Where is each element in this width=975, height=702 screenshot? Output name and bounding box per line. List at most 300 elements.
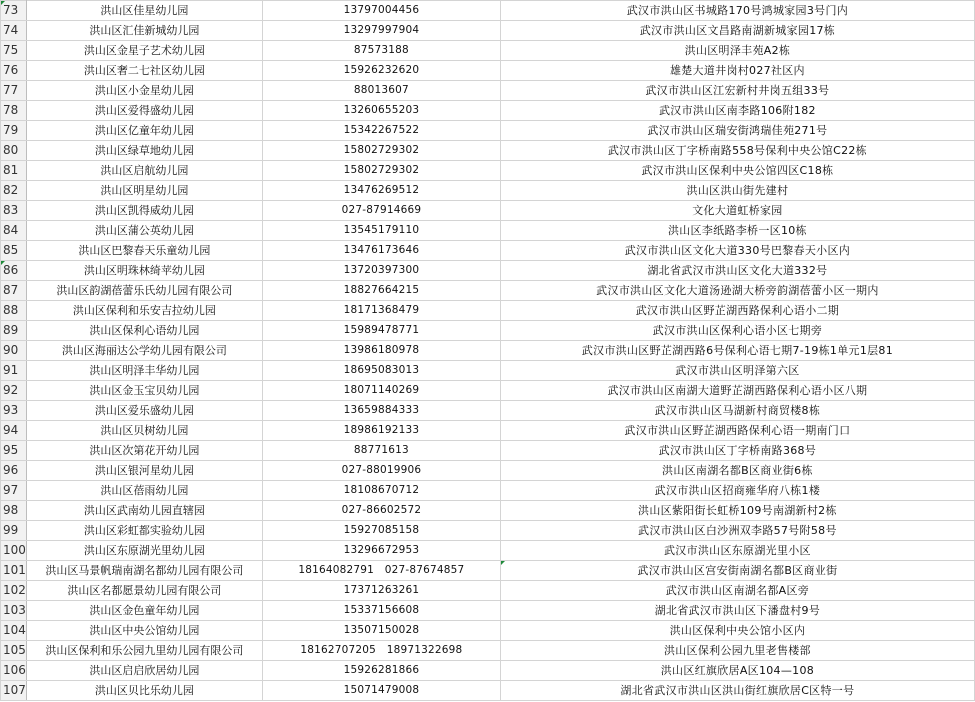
address-cell-text: 雄楚大道井岗村027社区内 [669, 64, 805, 77]
row-number-cell[interactable] [1, 381, 27, 401]
address-cell-text: 文化大道虹桥家园 [692, 204, 783, 217]
address-cell-text: 武汉市洪山区招商雍华府八栋1楼 [654, 484, 821, 497]
phone-cell-text: 18162707205 18971322698 [300, 644, 463, 656]
kindergarten-name-cell[interactable] [26, 21, 262, 41]
address-cell[interactable] [500, 661, 974, 681]
phone-cell[interactable] [262, 181, 500, 201]
row-number-cell-text: 107 [3, 683, 26, 697]
kindergarten-name-cell[interactable] [26, 681, 262, 701]
row-number-cell[interactable] [1, 481, 27, 501]
address-cell[interactable] [500, 21, 974, 41]
kindergarten-name-cell-text: 洪山区明泽丰华幼儿园 [89, 364, 200, 377]
kindergarten-name-cell[interactable] [26, 661, 262, 681]
phone-cell[interactable] [262, 61, 500, 81]
address-cell[interactable] [500, 241, 974, 261]
address-cell[interactable] [500, 181, 974, 201]
address-cell-text: 武汉市洪山区丁字桥南路558号保利中央公馆C22栋 [607, 144, 867, 157]
phone-cell[interactable] [262, 341, 500, 361]
row-number-cell[interactable] [1, 81, 27, 101]
phone-cell[interactable] [262, 581, 500, 601]
address-cell-text: 武汉市洪山区野芷湖西路保利心语小二期 [635, 304, 840, 317]
row-number-cell-text: 95 [3, 443, 19, 457]
row-number-cell[interactable] [1, 441, 27, 461]
kindergarten-name-cell-text: 洪山区蒲公英幼儿园 [94, 224, 194, 237]
table-row [1, 161, 975, 181]
kindergarten-name-cell-text: 洪山区贝树幼儿园 [100, 424, 189, 437]
kindergarten-name-cell[interactable] [26, 81, 262, 101]
kindergarten-name-cell[interactable] [26, 381, 262, 401]
row-number-cell[interactable] [1, 121, 27, 141]
row-number-cell-text: 93 [3, 403, 19, 417]
kindergarten-name-cell[interactable] [26, 501, 262, 521]
row-number-cell[interactable] [1, 141, 27, 161]
kindergarten-name-cell[interactable] [26, 181, 262, 201]
table-row [1, 361, 975, 381]
address-cell-text: 湖北省武汉市洪山区下潘盘村9号 [654, 604, 821, 617]
phone-cell-text: 13507150028 [343, 624, 420, 636]
kindergarten-name-cell[interactable] [26, 301, 262, 321]
row-number-cell[interactable] [1, 641, 27, 661]
address-cell-text: 武汉市洪山区南湖大道野芷湖西路保利心语小区八期 [607, 384, 868, 397]
row-number-cell[interactable] [1, 341, 27, 361]
kindergarten-name-cell[interactable] [26, 521, 262, 541]
address-cell-text: 武汉市洪山区丁字桥南路368号 [658, 444, 817, 457]
phone-cell[interactable] [262, 281, 500, 301]
row-number-cell-text: 81 [3, 163, 19, 177]
address-cell[interactable] [500, 401, 974, 421]
phone-cell[interactable] [262, 681, 500, 701]
address-cell-text: 武汉市洪山区文化大道330号巴黎春天小区内 [624, 244, 851, 257]
address-cell[interactable] [500, 541, 974, 561]
address-cell[interactable] [500, 1, 974, 21]
table-row [1, 141, 975, 161]
row-number-cell[interactable] [1, 321, 27, 341]
kindergarten-name-cell[interactable] [26, 641, 262, 661]
row-number-cell-text: 73 [3, 3, 19, 17]
row-number-cell-text: 78 [3, 103, 19, 117]
address-cell[interactable] [500, 501, 974, 521]
kindergarten-name-cell-text: 洪山区汇佳新城幼儿园 [89, 24, 200, 37]
phone-cell[interactable] [262, 1, 500, 21]
kindergarten-name-cell[interactable] [26, 101, 262, 121]
phone-cell[interactable] [262, 521, 500, 541]
kindergarten-name-cell-text: 洪山区海丽达公学幼儿园有限公司 [61, 344, 227, 357]
phone-cell[interactable] [262, 641, 500, 661]
phone-cell-text: 13297997904 [343, 24, 420, 36]
address-cell-text: 武汉市洪山区南湖名都A区旁 [665, 584, 810, 597]
row-number-cell-text: 101 [3, 563, 26, 577]
row-number-cell-text: 89 [3, 323, 19, 337]
phone-cell[interactable] [262, 361, 500, 381]
row-number-cell[interactable] [1, 161, 27, 181]
kindergarten-name-cell[interactable] [26, 461, 262, 481]
phone-cell-text: 15926232620 [343, 64, 420, 76]
phone-cell-text: 13545179110 [343, 224, 420, 236]
table-row [1, 101, 975, 121]
row-number-cell[interactable] [1, 1, 27, 21]
phone-cell-text: 15926281866 [343, 664, 420, 676]
row-number-cell[interactable] [1, 541, 27, 561]
kindergarten-name-cell-text: 洪山区佳星幼儿园 [100, 4, 189, 17]
row-number-cell-text: 106 [3, 663, 26, 677]
address-cell[interactable] [500, 601, 974, 621]
kindergarten-name-cell-text: 洪山区蓓雨幼儿园 [100, 484, 189, 497]
kindergarten-name-cell-text: 洪山区韵湖蓓蕾乐氏幼儿园有限公司 [56, 284, 233, 297]
phone-cell[interactable] [262, 121, 500, 141]
row-number-cell[interactable] [1, 21, 27, 41]
address-cell-text: 武汉市洪山区宫安街南湖名都B区商业街 [637, 564, 838, 577]
row-number-cell[interactable] [1, 501, 27, 521]
kindergarten-name-cell-text: 洪山区保利和乐公园九里幼儿园有限公司 [45, 644, 244, 657]
phone-cell[interactable] [262, 501, 500, 521]
row-number-cell-text: 76 [3, 63, 19, 77]
row-number-cell-text: 84 [3, 223, 19, 237]
row-number-cell[interactable] [1, 281, 27, 301]
phone-cell-text: 18827664215 [343, 284, 420, 296]
kindergarten-name-cell[interactable] [26, 561, 262, 581]
address-cell[interactable] [500, 461, 974, 481]
kindergarten-name-cell[interactable] [26, 341, 262, 361]
address-cell-text: 武汉市洪山区东原湖光里小区 [663, 544, 811, 557]
phone-cell-text: 17371263261 [343, 584, 420, 596]
table-row [1, 461, 975, 481]
table-row [1, 201, 975, 221]
phone-cell[interactable] [262, 141, 500, 161]
address-cell-text: 洪山区南湖名都B区商业街6栋 [662, 464, 813, 477]
kindergarten-name-cell[interactable] [26, 581, 262, 601]
address-cell[interactable] [500, 61, 974, 81]
kindergarten-name-cell[interactable] [26, 221, 262, 241]
row-number-cell-text: 74 [3, 23, 19, 37]
row-number-cell[interactable] [1, 561, 27, 581]
phone-cell-text: 13296672953 [343, 544, 420, 556]
kindergarten-name-cell-text: 洪山区次第花开幼儿园 [89, 444, 200, 457]
phone-cell-text: 88013607 [353, 84, 409, 96]
row-number-cell-text: 87 [3, 283, 19, 297]
table-row [1, 221, 975, 241]
phone-cell[interactable] [262, 221, 500, 241]
address-cell[interactable] [500, 581, 974, 601]
phone-cell[interactable] [262, 261, 500, 281]
address-cell-text: 洪山区保利中央公馆小区内 [669, 624, 806, 637]
row-number-cell[interactable] [1, 521, 27, 541]
address-cell-text: 武汉市洪山区保利中央公馆四区C18栋 [641, 164, 834, 177]
table-row [1, 641, 975, 661]
address-cell[interactable] [500, 621, 974, 641]
phone-cell[interactable] [262, 161, 500, 181]
phone-cell[interactable] [262, 381, 500, 401]
row-number-cell-text: 97 [3, 483, 19, 497]
kindergarten-name-cell-text: 洪山区中央公馆幼儿园 [89, 624, 200, 637]
address-cell[interactable] [500, 641, 974, 661]
phone-cell[interactable] [262, 401, 500, 421]
kindergarten-name-cell-text: 洪山区明星幼儿园 [100, 184, 189, 197]
address-cell-text: 湖北省武汉市洪山区文化大道332号 [647, 264, 828, 277]
kindergarten-name-cell[interactable] [26, 441, 262, 461]
phone-cell[interactable] [262, 461, 500, 481]
phone-cell[interactable] [262, 21, 500, 41]
row-number-cell[interactable] [1, 301, 27, 321]
kindergarten-name-cell-text: 洪山区绿草地幼儿园 [94, 144, 194, 157]
address-cell-text: 洪山区保利公园九里老售楼部 [663, 644, 811, 657]
phone-cell[interactable] [262, 301, 500, 321]
phone-cell-text: 027-87914669 [341, 204, 422, 216]
table-row [1, 1, 975, 21]
phone-cell[interactable] [262, 81, 500, 101]
kindergarten-name-cell-text: 洪山区巴黎春天乐童幼儿园 [78, 244, 211, 257]
phone-cell[interactable] [262, 661, 500, 681]
kindergarten-name-cell[interactable] [26, 601, 262, 621]
address-cell-text: 武汉市洪山区南李路106附182 [659, 104, 816, 117]
kindergarten-name-cell-text: 洪山区金色童年幼儿园 [89, 604, 200, 617]
address-cell[interactable] [500, 221, 974, 241]
row-number-cell-text: 77 [3, 83, 19, 97]
table-row [1, 541, 975, 561]
phone-cell[interactable] [262, 621, 500, 641]
address-cell[interactable] [500, 141, 974, 161]
phone-cell-text: 13476269512 [343, 184, 420, 196]
row-number-cell[interactable] [1, 461, 27, 481]
spreadsheet-body [1, 1, 975, 701]
table-row [1, 661, 975, 681]
kindergarten-name-cell[interactable] [26, 541, 262, 561]
row-number-cell-text: 96 [3, 463, 19, 477]
row-number-cell-text: 100 [3, 543, 26, 557]
address-cell-text: 武汉市洪山区书城路170号鸿城家园3号门内 [626, 4, 849, 17]
kindergarten-name-cell[interactable] [26, 321, 262, 341]
phone-cell[interactable] [262, 541, 500, 561]
phone-cell[interactable] [262, 321, 500, 341]
address-cell-text: 洪山区李纸路李桥一区10栋 [667, 224, 807, 237]
phone-cell-text: 13986180978 [343, 344, 420, 356]
kindergarten-name-cell-text: 洪山区亿童年幼儿园 [94, 124, 194, 137]
table-row [1, 481, 975, 501]
kindergarten-name-cell-text: 洪山区奢二七社区幼儿园 [83, 64, 205, 77]
address-cell[interactable] [500, 421, 974, 441]
phone-cell-text: 15342267522 [343, 124, 420, 136]
table-row [1, 621, 975, 641]
table-row [1, 301, 975, 321]
row-number-cell[interactable] [1, 581, 27, 601]
address-cell[interactable] [500, 281, 974, 301]
row-number-cell-text: 86 [3, 263, 19, 277]
address-cell[interactable] [500, 381, 974, 401]
kindergarten-name-cell-text: 洪山区爱得盛幼儿园 [94, 104, 194, 117]
phone-cell-text: 18986192133 [343, 424, 420, 436]
table-row [1, 281, 975, 301]
address-cell[interactable] [500, 481, 974, 501]
row-number-cell[interactable] [1, 41, 27, 61]
row-number-cell[interactable] [1, 601, 27, 621]
kindergarten-name-cell[interactable] [26, 421, 262, 441]
kindergarten-name-cell[interactable] [26, 1, 262, 21]
table-row [1, 41, 975, 61]
address-cell-text: 洪山区洪山街先建村 [686, 184, 789, 197]
address-cell-text: 武汉市洪山区江宏新村井岗五组33号 [645, 84, 830, 97]
row-number-cell-text: 88 [3, 303, 19, 317]
address-cell[interactable] [500, 561, 974, 581]
cell-comment-marker-icon [1, 261, 6, 266]
row-number-cell-text: 92 [3, 383, 19, 397]
kindergarten-name-cell-text: 洪山区小金星幼儿园 [94, 84, 194, 97]
kindergarten-name-cell[interactable] [26, 241, 262, 261]
phone-cell[interactable] [262, 41, 500, 61]
address-cell[interactable] [500, 101, 974, 121]
phone-cell-text: 027-86602572 [341, 504, 422, 516]
row-number-cell[interactable] [1, 241, 27, 261]
kindergarten-name-cell-text: 洪山区马景帆瑞南湖名都幼儿园有限公司 [45, 564, 244, 577]
row-number-cell[interactable] [1, 421, 27, 441]
kindergarten-name-cell-text: 洪山区爱乐盛幼儿园 [94, 404, 194, 417]
table-row [1, 521, 975, 541]
phone-cell-text: 15337156608 [343, 604, 420, 616]
row-number-cell[interactable] [1, 101, 27, 121]
table-row [1, 261, 975, 281]
kindergarten-name-cell-text: 洪山区金星子艺术幼儿园 [83, 44, 205, 57]
table-row [1, 181, 975, 201]
row-number-cell[interactable] [1, 181, 27, 201]
kindergarten-name-cell[interactable] [26, 401, 262, 421]
kindergarten-name-cell[interactable] [26, 621, 262, 641]
kindergarten-name-cell[interactable] [26, 281, 262, 301]
phone-cell-text: 13476173646 [343, 244, 420, 256]
address-cell-text: 武汉市洪山区文化大道汤逊湖大桥旁韵湖蓓蕾小区一期内 [596, 284, 879, 297]
phone-cell-text: 88771613 [353, 444, 409, 456]
phone-cell-text: 027-88019906 [341, 464, 422, 476]
address-cell-text: 湖北省武汉市洪山区洪山街红旗欣居C区特一号 [620, 684, 855, 697]
kindergarten-name-cell[interactable] [26, 41, 262, 61]
row-number-cell-text: 102 [3, 583, 26, 597]
cell-comment-marker-icon [501, 561, 506, 566]
phone-cell-text: 13659884333 [343, 404, 420, 416]
row-number-cell-text: 99 [3, 523, 19, 537]
address-cell-text: 武汉市洪山区野芷湖西路6号保利心语七期7-19栋1单元1层81 [581, 344, 894, 357]
row-number-cell-text: 104 [3, 623, 26, 637]
kindergarten-name-cell[interactable] [26, 161, 262, 181]
phone-cell-text: 18071140269 [343, 384, 420, 396]
address-cell[interactable] [500, 321, 974, 341]
phone-cell[interactable] [262, 101, 500, 121]
address-cell-text: 武汉市洪山区保利心语小区七期旁 [652, 324, 823, 337]
address-cell[interactable] [500, 301, 974, 321]
row-number-cell-text: 79 [3, 123, 19, 137]
phone-cell-text: 13260655203 [343, 104, 420, 116]
kindergarten-name-cell-text: 洪山区凯得威幼儿园 [94, 204, 194, 217]
row-number-cell-text: 90 [3, 343, 19, 357]
address-cell-text: 洪山区明泽丰苑A2栋 [684, 44, 791, 57]
phone-cell[interactable] [262, 441, 500, 461]
address-cell-text: 武汉市洪山区明泽第六区 [675, 364, 800, 377]
phone-cell-text: 18164082791 027-87674857 [298, 564, 465, 576]
address-cell[interactable] [500, 341, 974, 361]
address-cell[interactable] [500, 681, 974, 701]
address-cell[interactable] [500, 121, 974, 141]
row-number-cell[interactable] [1, 621, 27, 641]
kindergarten-name-cell-text: 洪山区启航幼儿园 [100, 164, 189, 177]
kindergarten-name-cell[interactable] [26, 481, 262, 501]
phone-cell[interactable] [262, 561, 500, 581]
row-number-cell-text: 82 [3, 183, 19, 197]
address-cell-text: 武汉市洪山区瑞安街鸿瑞佳苑271号 [647, 124, 828, 137]
address-cell[interactable] [500, 41, 974, 61]
kindergarten-name-cell-text: 洪山区明珠林绮苹幼儿园 [83, 264, 205, 277]
phone-cell-text: 18171368479 [343, 304, 420, 316]
kindergarten-name-cell[interactable] [26, 361, 262, 381]
row-number-cell-text: 83 [3, 203, 19, 217]
kindergarten-name-cell[interactable] [26, 201, 262, 221]
kindergarten-name-cell[interactable] [26, 261, 262, 281]
phone-cell-text: 15989478771 [343, 324, 420, 336]
address-cell-text: 武汉市洪山区马湖新村商贸楼8栋 [654, 404, 821, 417]
address-cell[interactable] [500, 521, 974, 541]
table-row [1, 81, 975, 101]
row-number-cell[interactable] [1, 61, 27, 81]
phone-cell-text: 15071479008 [343, 684, 420, 696]
row-number-cell[interactable] [1, 201, 27, 221]
row-number-cell-text: 94 [3, 423, 19, 437]
address-cell[interactable] [500, 81, 974, 101]
kindergarten-name-cell-text: 洪山区贝比乐幼儿园 [94, 684, 194, 697]
table-row [1, 421, 975, 441]
table-row [1, 61, 975, 81]
address-cell-text: 洪山区红旗欣居A区104—108 [660, 664, 815, 677]
row-number-cell-text: 85 [3, 243, 19, 257]
phone-cell[interactable] [262, 481, 500, 501]
kindergarten-name-cell-text: 洪山区东原湖光里幼儿园 [83, 544, 205, 557]
kindergarten-name-cell-text: 洪山区金玉宝贝幼儿园 [89, 384, 200, 397]
phone-cell[interactable] [262, 421, 500, 441]
table-row [1, 401, 975, 421]
table-row [1, 441, 975, 461]
phone-cell-text: 18695083013 [343, 364, 420, 376]
phone-cell-text: 13720397300 [343, 264, 420, 276]
table-row [1, 21, 975, 41]
row-number-cell[interactable] [1, 361, 27, 381]
address-cell-text: 武汉市洪山区白沙洲双李路57号附58号 [638, 524, 837, 537]
row-number-cell-text: 98 [3, 503, 19, 517]
row-number-cell[interactable] [1, 401, 27, 421]
phone-cell-text: 15927085158 [343, 524, 420, 536]
address-cell[interactable] [500, 361, 974, 381]
phone-cell-text: 13797004456 [343, 4, 420, 16]
address-cell[interactable] [500, 261, 974, 281]
row-number-cell[interactable] [1, 221, 27, 241]
phone-cell[interactable] [262, 201, 500, 221]
row-number-cell[interactable] [1, 681, 27, 701]
row-number-cell[interactable] [1, 661, 27, 681]
kindergarten-name-cell[interactable] [26, 141, 262, 161]
cell-comment-marker-icon [1, 1, 6, 6]
phone-cell-text: 15802729302 [343, 144, 420, 156]
phone-cell-text: 15802729302 [343, 164, 420, 176]
kindergarten-name-cell-text: 洪山区银河星幼儿园 [94, 464, 194, 477]
table-row [1, 561, 975, 581]
phone-cell[interactable] [262, 601, 500, 621]
kindergarten-name-cell-text: 洪山区启启欣居幼儿园 [89, 664, 200, 677]
row-number-cell[interactable] [1, 261, 27, 281]
kindergarten-name-cell[interactable] [26, 121, 262, 141]
table-row [1, 381, 975, 401]
table-row [1, 681, 975, 701]
address-cell[interactable] [500, 161, 974, 181]
table-row [1, 241, 975, 261]
table-row [1, 341, 975, 361]
kindergarten-name-cell[interactable] [26, 61, 262, 81]
phone-cell[interactable] [262, 241, 500, 261]
address-cell[interactable] [500, 441, 974, 461]
address-cell[interactable] [500, 201, 974, 221]
address-cell-text: 武汉市洪山区文昌路南湖新城家园17栋 [639, 24, 836, 37]
